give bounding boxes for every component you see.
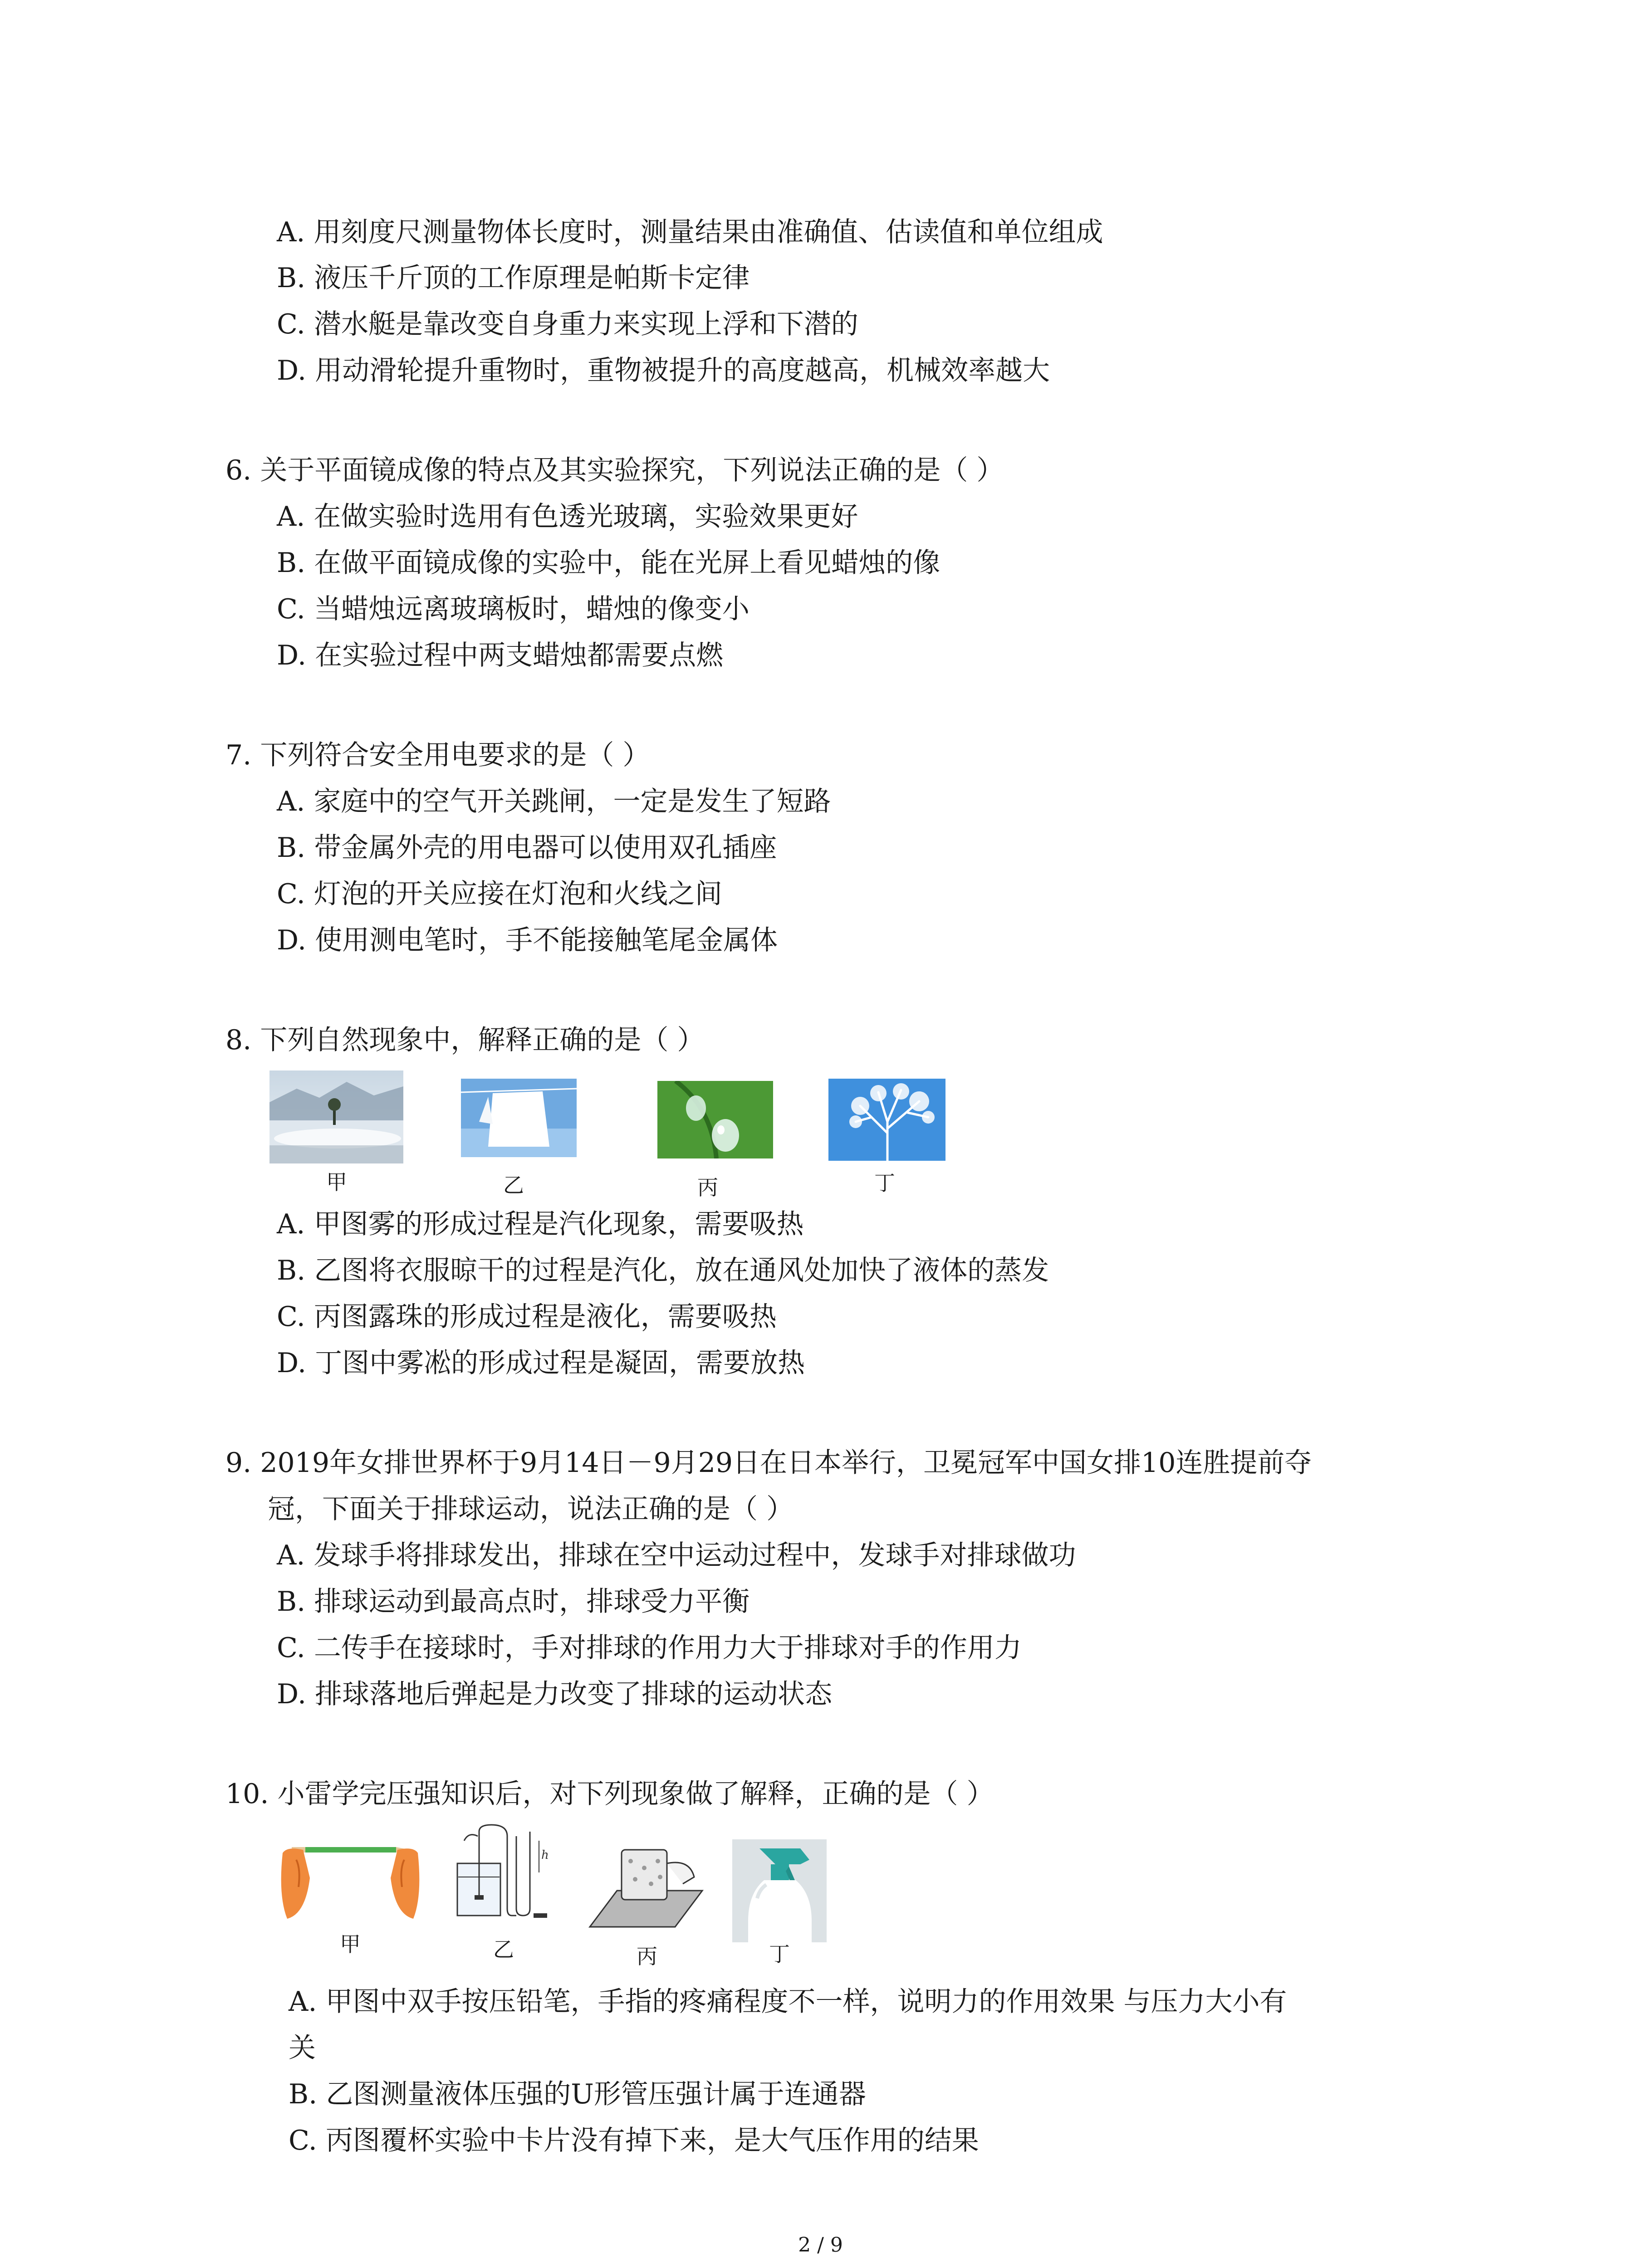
q10-option-c: C. 丙图覆杯实验中卡片没有掉下来，是大气压作用的结果 — [289, 2125, 979, 2156]
q9-option-c: C. 二传手在接球时，手对排球的作用力大于排球对手的作用力 — [277, 1632, 1022, 1664]
q8-option-d: D. 丁图中雾凇的形成过程是凝固，需要放热 — [277, 1347, 805, 1379]
q6-option-b: B. 在做平面镜成像的实验中，能在光屏上看见蜡烛的像 — [277, 547, 941, 579]
q10-option-b: B. 乙图测量液体压强的U形管压强计属于连通器 — [289, 2078, 866, 2110]
q6-option-a: A. 在做实验时选用有色透光玻璃，实验效果更好 — [277, 501, 858, 533]
q6-option-d: D. 在实验过程中两支蜡烛都需要点燃 — [277, 640, 724, 671]
u-tube-manometer-figure — [453, 1823, 555, 1923]
q10-stem: 10. 小雷学完压强知识后，对下列现象做了解释，正确的是（ ） — [225, 1778, 994, 1810]
q10-option-a-line1: A. 甲图中双手按压铅笔，手指的疼痛程度不一样，说明力的作用效果 与压力大小有 — [289, 1986, 1287, 2018]
q9-option-b: B. 排球运动到最高点时，排球受力平衡 — [277, 1586, 750, 1618]
page-number: 2 / 9 — [798, 2234, 843, 2257]
q5-option-c: C. 潜水艇是靠改变自身重力来实现上浮和下潜的 — [277, 308, 858, 340]
q6-option-c: C. 当蜡烛远离玻璃板时，蜡烛的像变小 — [277, 593, 749, 625]
spray-bottle-photo — [732, 1839, 827, 1942]
q5-option-b: B. 液压千斤顶的工作原理是帕斯卡定律 — [277, 262, 750, 294]
q7-option-d: D. 使用测电笔时，手不能接触笔尾金属体 — [277, 924, 778, 956]
fog-landscape-photo — [269, 1070, 403, 1163]
caption-ding-10: 丁 — [769, 1942, 790, 1966]
caption-bing-10: 丙 — [637, 1944, 657, 1969]
q9-stem-line2: 冠，下面关于排球运动，说法正确的是（ ） — [268, 1493, 794, 1525]
q9-option-d: D. 排球落地后弹起是力改变了排球的运动状态 — [277, 1678, 833, 1710]
hands-pressing-pencil-figure — [278, 1828, 422, 1923]
q7-option-a: A. 家庭中的空气开关跳闸，一定是发生了短路 — [277, 786, 831, 817]
caption-jia: 甲 — [326, 1170, 347, 1194]
dew-drop-photo — [657, 1081, 773, 1158]
caption-yi-10: 乙 — [493, 1937, 514, 1962]
q5-option-d: D. 用动滑轮提升重物时，重物被提升的高度越高，机械效率越大 — [277, 355, 1050, 386]
q10-option-a-line2: 关 — [289, 2032, 316, 2064]
q8-option-a: A. 甲图雾的形成过程是汽化现象，需要吸热 — [277, 1208, 804, 1240]
q7-stem: 7. 下列符合安全用电要求的是（ ） — [225, 739, 650, 771]
caption-ding: 丁 — [874, 1171, 895, 1195]
q8-stem: 8. 下列自然现象中，解释正确的是（ ） — [225, 1024, 705, 1056]
q5-option-a: A. 用刻度尺测量物体长度时，测量结果由准确值、估读值和单位组成 — [277, 216, 1103, 248]
q9-stem-line1: 9. 2019年女排世界杯于9月14日－9月29日在日本举行，卫冕冠军中国女排10连胜提前夺 — [225, 1447, 1312, 1479]
q7-option-c: C. 灯泡的开关应接在灯泡和火线之间 — [277, 878, 722, 910]
q8-option-c: C. 丙图露珠的形成过程是液化，需要吸热 — [277, 1301, 777, 1333]
inverted-cup-experiment-figure — [585, 1841, 707, 1931]
q7-option-b: B. 带金属外壳的用电器可以使用双孔插座 — [277, 832, 777, 864]
caption-jia-10: 甲 — [340, 1932, 361, 1956]
q6-stem: 6. 关于平面镜成像的特点及其实验探究，下列说法正确的是（ ） — [225, 455, 1004, 486]
drying-clothes-photo — [461, 1079, 577, 1157]
height-h-label: h — [541, 1848, 549, 1862]
rime-frost-photo — [828, 1079, 945, 1161]
caption-bing: 丙 — [697, 1175, 718, 1200]
q9-option-a: A. 发球手将排球发出，排球在空中运动过程中，发球手对排球做功 — [277, 1540, 1076, 1571]
caption-yi: 乙 — [503, 1173, 524, 1198]
q8-option-b: B. 乙图将衣服晾干的过程是汽化，放在通风处加快了液体的蒸发 — [277, 1255, 1049, 1286]
